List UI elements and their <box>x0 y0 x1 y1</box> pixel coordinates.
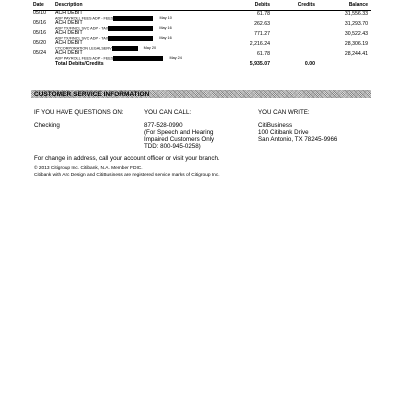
table-row <box>33 41 371 51</box>
customer-service-banner <box>31 90 371 98</box>
transactions-table <box>33 3 371 69</box>
row-detail: ADP PAYROLL FEES ADP - FEES May 10 <box>55 16 172 21</box>
phone-number: 877-528-0990 <box>144 122 183 129</box>
call-heading: YOU CAN CALL: <box>144 109 192 116</box>
row-date: 05/16 <box>33 20 46 26</box>
header-debits: Debits <box>254 2 270 8</box>
total-credits: 0.00 <box>304 61 315 67</box>
row-debit: 771.27 <box>254 31 270 37</box>
customer-service-title: CUSTOMER SERVICE INFORMATION <box>34 90 150 98</box>
questions-line: Checking <box>34 122 60 129</box>
table-row <box>33 21 371 31</box>
table-row <box>33 51 371 61</box>
total-debits: 5,935.07 <box>249 61 270 67</box>
row-detail: ADP PAYROLL FEES ADP - FEES May 24 <box>55 56 182 61</box>
table-total-row <box>33 61 371 69</box>
questions-heading: IF YOU HAVE QUESTIONS ON: <box>34 109 124 116</box>
address-line: 100 Citibank Drive <box>258 129 309 136</box>
row-date: 05/24 <box>33 50 46 56</box>
row-date: 05/16 <box>33 30 46 36</box>
table-row <box>33 31 371 41</box>
row-debit: 61.78 <box>257 11 270 17</box>
row-description: ACH DEBIT <box>55 10 83 16</box>
row-date: 05/20 <box>33 40 46 46</box>
row-description: ACH DEBIT <box>55 20 83 26</box>
row-balance: 28,244.41 <box>344 51 368 57</box>
address-line: CitiBusiness <box>258 122 293 129</box>
row-date: 05/10 <box>33 10 46 16</box>
table-row <box>33 11 371 21</box>
header-balance: Balance <box>348 2 368 8</box>
row-description: ACH DEBIT <box>55 50 83 56</box>
header-description: Description <box>55 2 83 8</box>
footer-trademark: Citibank with Arc Design and CitiBusiness are registered service marks of Citigroup Inc. <box>34 173 220 178</box>
header-date: Date <box>33 2 44 8</box>
row-debit: 61.78 <box>257 51 270 57</box>
footer-copyright: © 2013 Citigroup Inc. Citibank, N.A. Member FDIC. <box>34 166 143 171</box>
row-description: ACH DEBIT <box>55 40 83 46</box>
call-line: (For Speech and Hearing <box>144 129 214 136</box>
row-detail: ADP TX/FINCL SVC ADP - TAX May 16 <box>55 36 172 41</box>
header-credits: Credits <box>297 2 315 8</box>
total-label: Total Debits/Credits <box>55 61 104 67</box>
row-detail: CTCORPORATION LEGALSERV May 20 <box>55 46 157 51</box>
table-header <box>33 3 371 11</box>
row-balance: 31,556.33 <box>344 11 368 17</box>
row-balance: 28,306.19 <box>344 41 368 47</box>
row-debit: 2,216.24 <box>249 41 270 47</box>
row-balance: 31,293.70 <box>344 21 368 27</box>
row-balance: 30,522.43 <box>344 31 368 37</box>
tdd-number: TDD: 800-945-0258) <box>144 143 201 150</box>
address-line: San Antonio, TX 78245-9966 <box>258 136 338 143</box>
row-description: ACH DEBIT <box>55 30 83 36</box>
row-detail: ADP TX/FINCL SVC ADP - TAX May 16 <box>55 26 172 31</box>
change-address-note: For change in address, call your account officer or visit your branch. <box>34 155 220 162</box>
row-debit: 262.63 <box>254 21 270 27</box>
call-line: Impaired Customers Only <box>144 136 215 143</box>
write-heading: YOU CAN WRITE: <box>258 109 310 116</box>
